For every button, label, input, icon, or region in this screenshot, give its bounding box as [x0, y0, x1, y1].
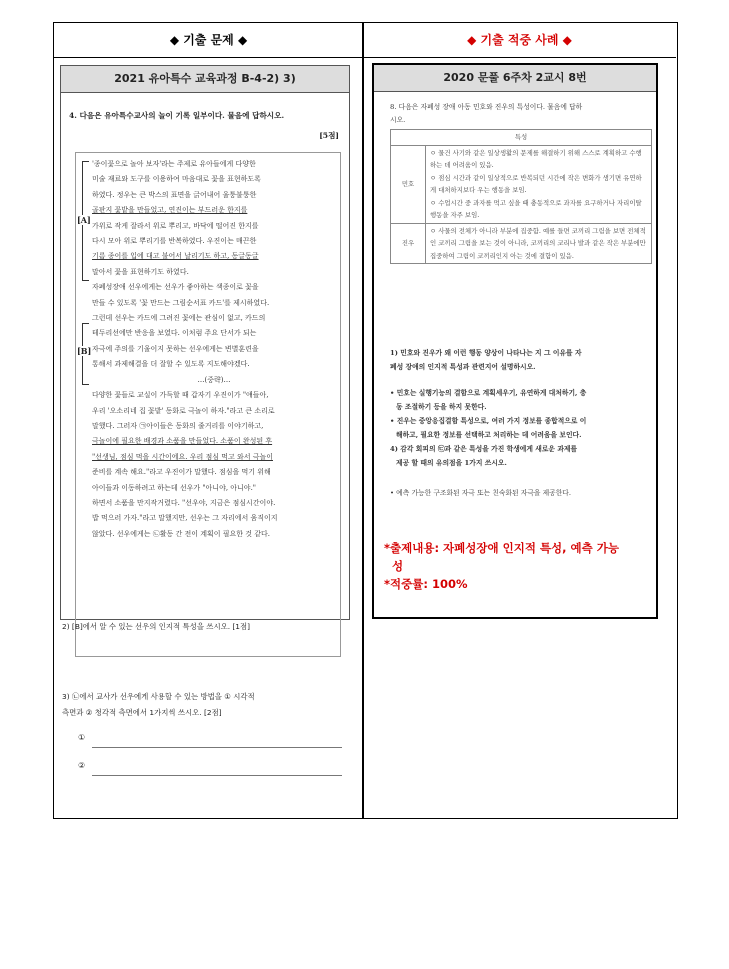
passage-line: 다시 모아 위로 뿌리기를 반복하였다. 우진이는 매끈한 [92, 237, 257, 246]
comparison-frame [53, 22, 678, 819]
student-name-jinwoo: 진우 [391, 223, 426, 264]
passage-line: 통해서 과제해결을 더 잘할 수 있도록 지도해야겠다. [92, 360, 250, 369]
answer-marker-2: ② [78, 761, 86, 770]
passage-line: 극놀이에 필요한 배경과 소품을 만들었다. 소품이 완성된 후 [92, 437, 273, 446]
passage-line: 자극에 주의를 기울이지 못하는 선우에게는 변별훈련을 [92, 344, 259, 353]
answer-2-line1: • 진우는 중앙응집결함 특성으로, 여러 가지 정보를 종합적으로 이 [390, 417, 587, 425]
passage-line: '종이꽃으로 놀아 보자'라는 주제로 유아들에게 다양한 [92, 160, 256, 168]
question-8-line1: 8. 다음은 자폐성 장애 아동 민호와 진우의 특성이다. 물음에 답하 [390, 103, 583, 111]
answer-line-1[interactable] [78, 733, 342, 748]
answer-1-line1: • 민호는 실행기능의 결함으로 계획세우기, 유연하게 대처하기, 충 [390, 389, 587, 397]
passage-line: 자폐성장애 선우에게는 선우가 좋아하는 색종이로 꽃을 [92, 283, 259, 292]
passage-line: 가위로 작게 잘라서 위로 뿌리고, 바닥에 떨어진 한지를 [92, 221, 259, 230]
passage-text [92, 157, 336, 542]
answer-1-line2: 동 조절하기 등을 하지 못한다. [396, 403, 487, 411]
passage-line: "선생님, 점심 먹을 시간이에요. 우리 점심 먹고 와서 극놀이 [92, 452, 273, 461]
passage-box [75, 152, 341, 657]
passage-line: 그런데 선우는 카드에 그려진 꽃에는 관심이 없고, 카드의 [92, 314, 266, 323]
passage-line: 밥 먹으러 가자."라고 말했지만, 선우는 그 자리에서 움직이지 [92, 514, 278, 523]
sub-question-4-line1: 4) 감각 회피의 ㉢과 같은 특성을 가진 학생에게 새로운 과제를 [390, 445, 578, 453]
answer-line-2[interactable] [78, 761, 342, 776]
summary-hit-rate: *적중률: 100% [384, 577, 468, 591]
question-8-line2: 시오. [390, 116, 406, 124]
trait-item: ㅇ 수업시간 중 과자를 먹고 싶을 때 충동적으로 과자를 요구하거나 자리이탈 행동을 자주 보임. [430, 198, 642, 219]
sub-question-4-line2: 제공 할 때의 유의점을 1가지 쓰시오. [396, 459, 507, 467]
sub-question-1-line1: 1) 민호와 진우가 왜 이런 행동 양상이 나타나는 지 그 이유를 자 [390, 349, 582, 357]
header-past-question: ◆ 기출 문제 ◆ [54, 23, 363, 58]
passage-line: …(중략)… [197, 375, 231, 384]
answer-marker-1: ① [78, 733, 86, 742]
summary-topic-line1: *출제내용: 자폐성장애 인지적 특성, 예측 가능 [384, 541, 619, 555]
trait-item: ㅇ 물건 사기와 같은 일상생활의 문제를 해결하기 위해 스스로 계획하고 수행하는 데 어려움이 있음. [430, 148, 642, 169]
passage-line: 우리 '오소리네 집 꽃밭' 동화로 극놀이 하자."라고 큰 소리로 [92, 406, 275, 415]
passage-line: 아이들과 이동하려고 하는데 선우가 "아니야, 아니야." [92, 483, 257, 492]
passage-line: 다양한 꽃들로 교실이 가득할 때 갑자기 우진이가 "얘들아, [92, 391, 269, 400]
passage-line: 골판지 꽃밭을 만들었고, 연진이는 부드러운 한지를 [92, 206, 248, 215]
passage-line: 하였다. 정우는 큰 박스의 표면을 긁어내어 울퉁불퉁한 [92, 190, 257, 199]
answer-4: • 예측 가능한 구조화된 자극 또는 친숙화된 자극을 제공한다. [390, 489, 572, 497]
passage-line: 미술 재료와 도구를 이용하여 마음대로 꽃을 표현하도록 [92, 175, 261, 184]
passage-line: 않았다. 선우에게는 ㉡활동 간 전이 계획이 필요한 것 같다. [92, 529, 271, 538]
answer-2-line2: 해하고, 필요한 정보를 선택하고 처리하는 데 어려움을 보인다. [396, 431, 582, 439]
student-name-minho: 민호 [391, 145, 426, 223]
traits-table-header: 특성 [391, 130, 652, 146]
passage-line: 기름 종이를 입에 대고 불어서 날리기도 하고, 동글동글 [92, 252, 259, 261]
question-4-points: [5점] [319, 131, 339, 140]
hit-case-title: 2020 문풀 6주차 2교시 8번 [374, 65, 656, 92]
question-4-stem: 4. 다음은 유아특수교사의 놀이 기록 일부이다. 물음에 답하시오. [69, 111, 285, 120]
trait-item: ㅇ 사물의 전체가 아니라 부분에 집중함. 예를 들면 코끼리 그림을 보면 전체적인 코끼리 그림을 보는 것이 아니라, 코끼리의 코리나 발과 같은 작은 부분에만 집중하여 그림이 코끼리인지 아는 것에 결함이 있음. [430, 226, 646, 260]
summary-topic-line2: 성 [392, 559, 404, 573]
past-question-title: 2021 유아특수 교육과정 B-4-2) 3) [61, 66, 349, 93]
trait-item: ㅇ 점심 시간과 같이 일상적으로 반복되던 시간에 작은 변화가 생기면 유연하게 대처하지보다 우는 행동을 보임. [430, 173, 642, 194]
minho-traits [426, 145, 652, 223]
traits-table [390, 129, 652, 264]
passage-line: 하면서 소품을 만지작거렸다. "선우야, 지금은 점심시간이야. [92, 498, 276, 507]
column-divider [362, 23, 364, 818]
passage-line: 말했다. 그러자 ㉠아이들은 동화의 줄거리를 이야기하고, [92, 421, 264, 430]
passage-line: 말아서 꽃을 표현하기도 하였다. [92, 267, 189, 276]
passage-line: 만들 수 있도록 '꽃 만드는 그림순서표 카드'를 제시하였다. [92, 298, 270, 307]
question-2: 2) [B]에서 알 수 있는 선우의 인지적 특성을 쓰시오. [1점] [62, 622, 251, 631]
passage-line: 테두리선에만 반응을 보였다. 이처럼 주요 단서가 되는 [92, 329, 257, 338]
jinwoo-traits [426, 223, 652, 264]
bracket-b-label: [B] [77, 346, 92, 356]
sub-question-1-line2: 폐성 장애의 인지적 특성과 관련지어 설명하시오. [390, 363, 536, 371]
past-question-panel [60, 65, 350, 620]
question-3-line2: 측면과 ② 청각적 측면에서 1가지씩 쓰시오. [2점] [62, 708, 222, 717]
bracket-a-label: [A] [77, 215, 91, 225]
header-hit-case: ◆ 기출 적중 사례 ◆ [363, 23, 676, 58]
passage-line: 준비를 계속 해요."라고 우진이가 말했다. 점심을 먹기 위해 [92, 468, 271, 477]
hit-case-panel [372, 63, 658, 619]
question-3-line1: 3) ㉡에서 교사가 선우에게 사용할 수 있는 방법을 ① 시각적 [62, 692, 255, 701]
